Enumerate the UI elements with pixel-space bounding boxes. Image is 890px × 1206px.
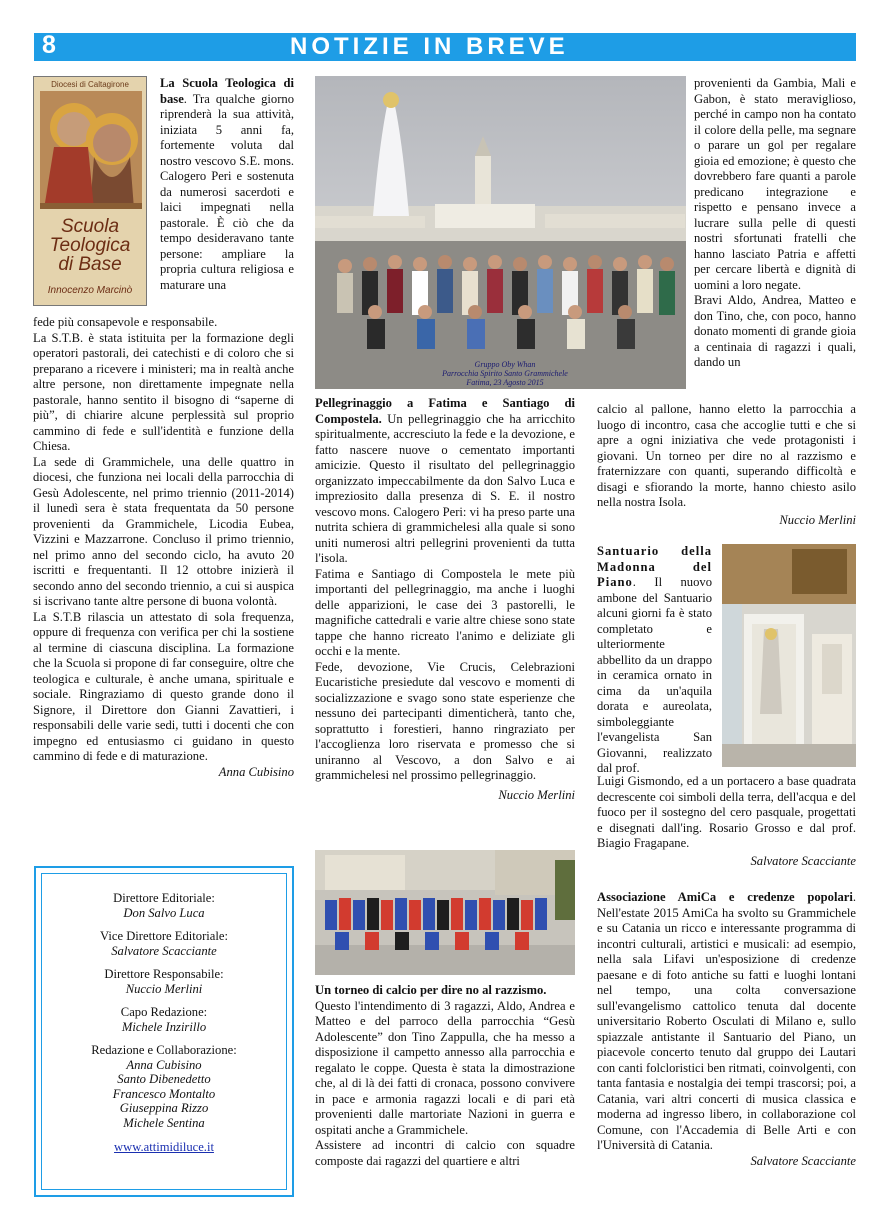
editorial-name: Michele Inzirillo bbox=[121, 1019, 207, 1034]
editorial-credits bbox=[41, 873, 287, 1190]
sanctuary-ambo-photo bbox=[722, 544, 856, 767]
page-number: 8 bbox=[42, 31, 56, 59]
photo-caption: Gruppo Oby Whan Parrocchia Spirito Santo Grammichele Fatima, 23 Agosto 2015 bbox=[442, 360, 568, 387]
cover-diocese: Diocesi di Caltagirone bbox=[51, 80, 129, 89]
football-article: Un torneo di calcio per dire no al razzismo. Questo l'intendimento di 3 ragazzi, Aldo, Andrea e Matteo e del parroco della parrocchia “Gesù Adolescente” don Tino Zappulla, che ha messo a disposizione il campetto annesso alla parrocchia e regalato le coppe. Questa è stata la dimostrazione che, al di là dei fatti di cronaca, possono convivere in pace e armonia ragazzi locali e di pari età provenienti dalle martoriate Nazioni in guerra e ospitati anche a Grammichele. Assistere ad incontri di calcio con squadre composte dai ragazzi del quartiere e altri bbox=[315, 983, 575, 1168]
editorial-group bbox=[42, 929, 286, 958]
football-article-title: Un torneo di calcio per dire no al razzismo. bbox=[315, 983, 547, 997]
sanctuary-article-signature: Salvatore Scacciante bbox=[750, 853, 856, 868]
school-article-title: La Scuola Teologica di base bbox=[160, 76, 294, 106]
amica-article: Associazione AmiCa e credenze popolari. Nell'estate 2015 AmiCa ha svolto su Grammichele e su Catania un ricco e interessante programma di incontri culturali, artistici e musicali: ad esempio, nella sala Lifavi un'esposizione di credenze paesane e di foto antiche su fatti e luoghi lontani nel tempo, una colta conversazione sull'evangelismo cattolico tenuta dal docente universitario Roberto Osculati di Milano e, sullo spiazzale antistante il Santuario del Piano, un piacevole concerto tenuto dal gruppo dei Lautari con canti folcloristici ben ritmati, coinvolgenti, con tanta fantasia e nostalgia dei tempi trascorsi; poi, a Catania, vari altri concerti di musica classica e moderna ad ingresso libero, in collaborazione col Comune, con l'Accademia di Belle Arti e con l'Università di Catania. Salvatore Scacciante bbox=[597, 890, 856, 1168]
amica-article-title: Associazione AmiCa e credenze popolari bbox=[597, 890, 853, 904]
school-article-signature: Anna Cubisino bbox=[218, 764, 294, 779]
editorial-name: Anna Cubisino bbox=[126, 1057, 202, 1072]
football-article-end: calcio al pallone, hanno eletto la parrocchia a luogo di incontro, casa che accoglie tutti e che si apre a ogni iniziativa che vede protagonisti i giovani. Un torneo per dire no al razzismo e fraternizzare con quanti, superando difficoltà e disagi e sfiorando la morte, hanno chiesto asilo nella nostra Isola. Nuccio Merlini bbox=[597, 402, 856, 527]
editorial-group bbox=[42, 1005, 286, 1034]
editorial-name: Giuseppina Rizzo bbox=[119, 1101, 209, 1115]
school-article-body: fede più consapevole e responsabile. La S.T.B. è stata istituita per la formazione degli operatori pastorali, dei catechisti e di coloro che si preparano a ricevere i ministeri; ma in realtà anche altre persone, non direttamente impegnate nella pastorale, hanno sentito il bisogno di “saperne di più”, di chiarire alcune perplessità sul proprio cammino di fede e sull'identità e funzione della Chiesa. La sede di Grammichele, una delle quattro in diocesi, che funziona nei locali della parrocchia di Gesù Adolescente, nel primo triennio (2011-2014) il lunedì sera è stata frequentata da 50 persone provenienti da Grammichele, Licodia Eubea, Vizzini e Mazzarrone. Concluso il primo triennio, nel primo anno del secondo ciclo, ha avuto 20 iscritti e frequentanti. Il 12 ottobre inizierà il secondo anno del secondo triennio, a cui si auspica si iscrivano tante altre persone di buona volontà. La S.T.B rilascia un attestato di sola frequenza, oppure di frequenza con verifica per chi la sostiene al termine di ciascuna disciplina. La formazione che la Scuola si propone di far conseguire, oltre che teologica e culturale, è anche umana, spirituale e sociale. Ringraziamo di questo grande dono il Signore, il Direttore don Gianni Zavattieri, i responsabili delle varie sedi, tutti i docenti che con impegno ed entusiasmo ci guidano in questo cammino di fede e di maturazione. Anna Cubisino bbox=[33, 315, 294, 779]
editorial-name: Santo Dibenedetto bbox=[117, 1072, 211, 1086]
editorial-role: Direttore Responsabile: bbox=[104, 967, 224, 981]
sanctuary-article-body: Luigi Gismondo, ed a un portacero a base quadrata decrescente coi simboli della terra, dell'acqua e del fuoco per il sostegno del cero pasquale, progettati e disegnati dall'ing. Rosario Grosso e dal prof. Biagio Fragapane. Salvatore Scacciante bbox=[597, 774, 856, 868]
pilgrimage-article-title: Pellegrinaggio a Fatima e Santiago di Compostela. bbox=[315, 396, 575, 426]
football-article-continued: provenienti da Gambia, Mali e Gabon, è stato meraviglioso, perché in campo non ha contato il colore della pelle, ma segnare o parare un gol per regalare gioia ed emozione; è questo che dovrebbero fare quanti a parole predicano integrazione e rispetto e pensano invece a lucrare sulla pelle di questi nostri sfortunati fratelli che hanno lasciato Patria e affetti per cercare libertà e dignità di uomini a loro negate. Bravi Aldo, Andrea, Matteo e don Tino, che, con poco, hanno donato momenti di grande gioia a centinaia di ragazzi i quali, dando un bbox=[694, 76, 856, 369]
pilgrimage-group-photo bbox=[315, 76, 686, 389]
editorial-role: Capo Redazione: bbox=[120, 1005, 208, 1019]
football-team-photo bbox=[315, 850, 575, 975]
editorial-box bbox=[34, 866, 294, 1197]
cover-title: Scuola Teologica di Base bbox=[49, 216, 131, 275]
book-cover-image bbox=[33, 76, 147, 306]
section-title: NOTIZIE IN BREVE bbox=[290, 33, 569, 60]
editorial-group bbox=[42, 891, 286, 920]
editorial-name: Salvatore Scacciante bbox=[111, 943, 217, 958]
editorial-role: Direttore Editoriale: bbox=[113, 891, 215, 905]
editorial-name: Don Salvo Luca bbox=[123, 905, 205, 920]
website-link[interactable]: www.attimidiluce.it bbox=[114, 1140, 214, 1154]
pilgrimage-article-signature: Nuccio Merlini bbox=[498, 787, 575, 802]
editorial-name: Francesco Montalto bbox=[112, 1086, 216, 1101]
editorial-name: Michele Sentina bbox=[123, 1115, 205, 1130]
football-article-signature: Nuccio Merlini bbox=[779, 512, 856, 527]
sanctuary-article-title: Santuario della Madonna del Piano bbox=[597, 544, 712, 589]
amica-article-signature: Salvatore Scacciante bbox=[750, 1153, 856, 1168]
editorial-group bbox=[42, 967, 286, 996]
sanctuary-article-intro: Santuario della Madonna del Piano. Il nuovo ambone del Santuario alcuni giorni fa è stato completato e ulteriormente abbellito da un drappo in ceramica ornato in cima da un'aquila dorata e aureolata, simboleggiante l'evangelista San Giovanni, realizzato dal prof. bbox=[597, 544, 712, 775]
cover-author: Innocenzo Marcinò bbox=[47, 285, 133, 296]
editorial-name: Nuccio Merlini bbox=[125, 981, 203, 996]
editorial-role: Vice Direttore Editoriale: bbox=[100, 929, 228, 943]
pilgrimage-article: Pellegrinaggio a Fatima e Santiago di Compostela. Un pellegrinaggio che ha arricchito spiritualmente, accresciuto la fede e la devozione, e fatto nascere nuove o cementato importanti amicizie. Questo il risultato del pellegrinaggio organizzato impeccabilmente da don Salvo Luca e impreziosito dalla presenza di S. E. il nostro vescovo mons. Calogero Peri: vi ha preso parte una nutrita schiera di grammichelesi alla quale si sono uniti numerosi altri pellegrini provenienti da tutta l'isola. Fatima e Santiago di Compostela le mete più importanti del pellegrinaggio, ma anche i luoghi delle apparizioni, le case dei 3 pastorelli, le magnifiche cattedrali e varie altre chiese sono state tappe che hanno ricreato l'animo e deliziate gli occhi e la mente. Fede, devozione, Vie Crucis, Celebrazioni Eucaristiche presiedute dal vescovo e momenti di socializzazione e svago sono state esperienze che nessuno dei partecipanti dimenticherà, tanto che, soprattutto i forestieri, hanno ringraziato per l'accoglienza loro riservata e promesso che si uniranno al Vescovo, a don Salvo e ai grammichelesi nel prossimo pellegrinaggio. Nuccio Merlini bbox=[315, 396, 575, 802]
editorial-role: Redazione e Collaborazione: bbox=[91, 1043, 237, 1057]
school-article-intro: La Scuola Teologica di base. Tra qualche giorno riprenderà la sua attività, iniziata 5 anni fa, fortemente voluta dal nostro vescovo S.E. mons. Calogero Peri e sostenuta da numerosi sacerdoti e laici impegnati nella pastorale. È ciò che da tempo desideravano tante persone: ampliare la propria cultura religiosa e maturare una bbox=[160, 76, 294, 292]
editorial-group bbox=[42, 1043, 286, 1130]
